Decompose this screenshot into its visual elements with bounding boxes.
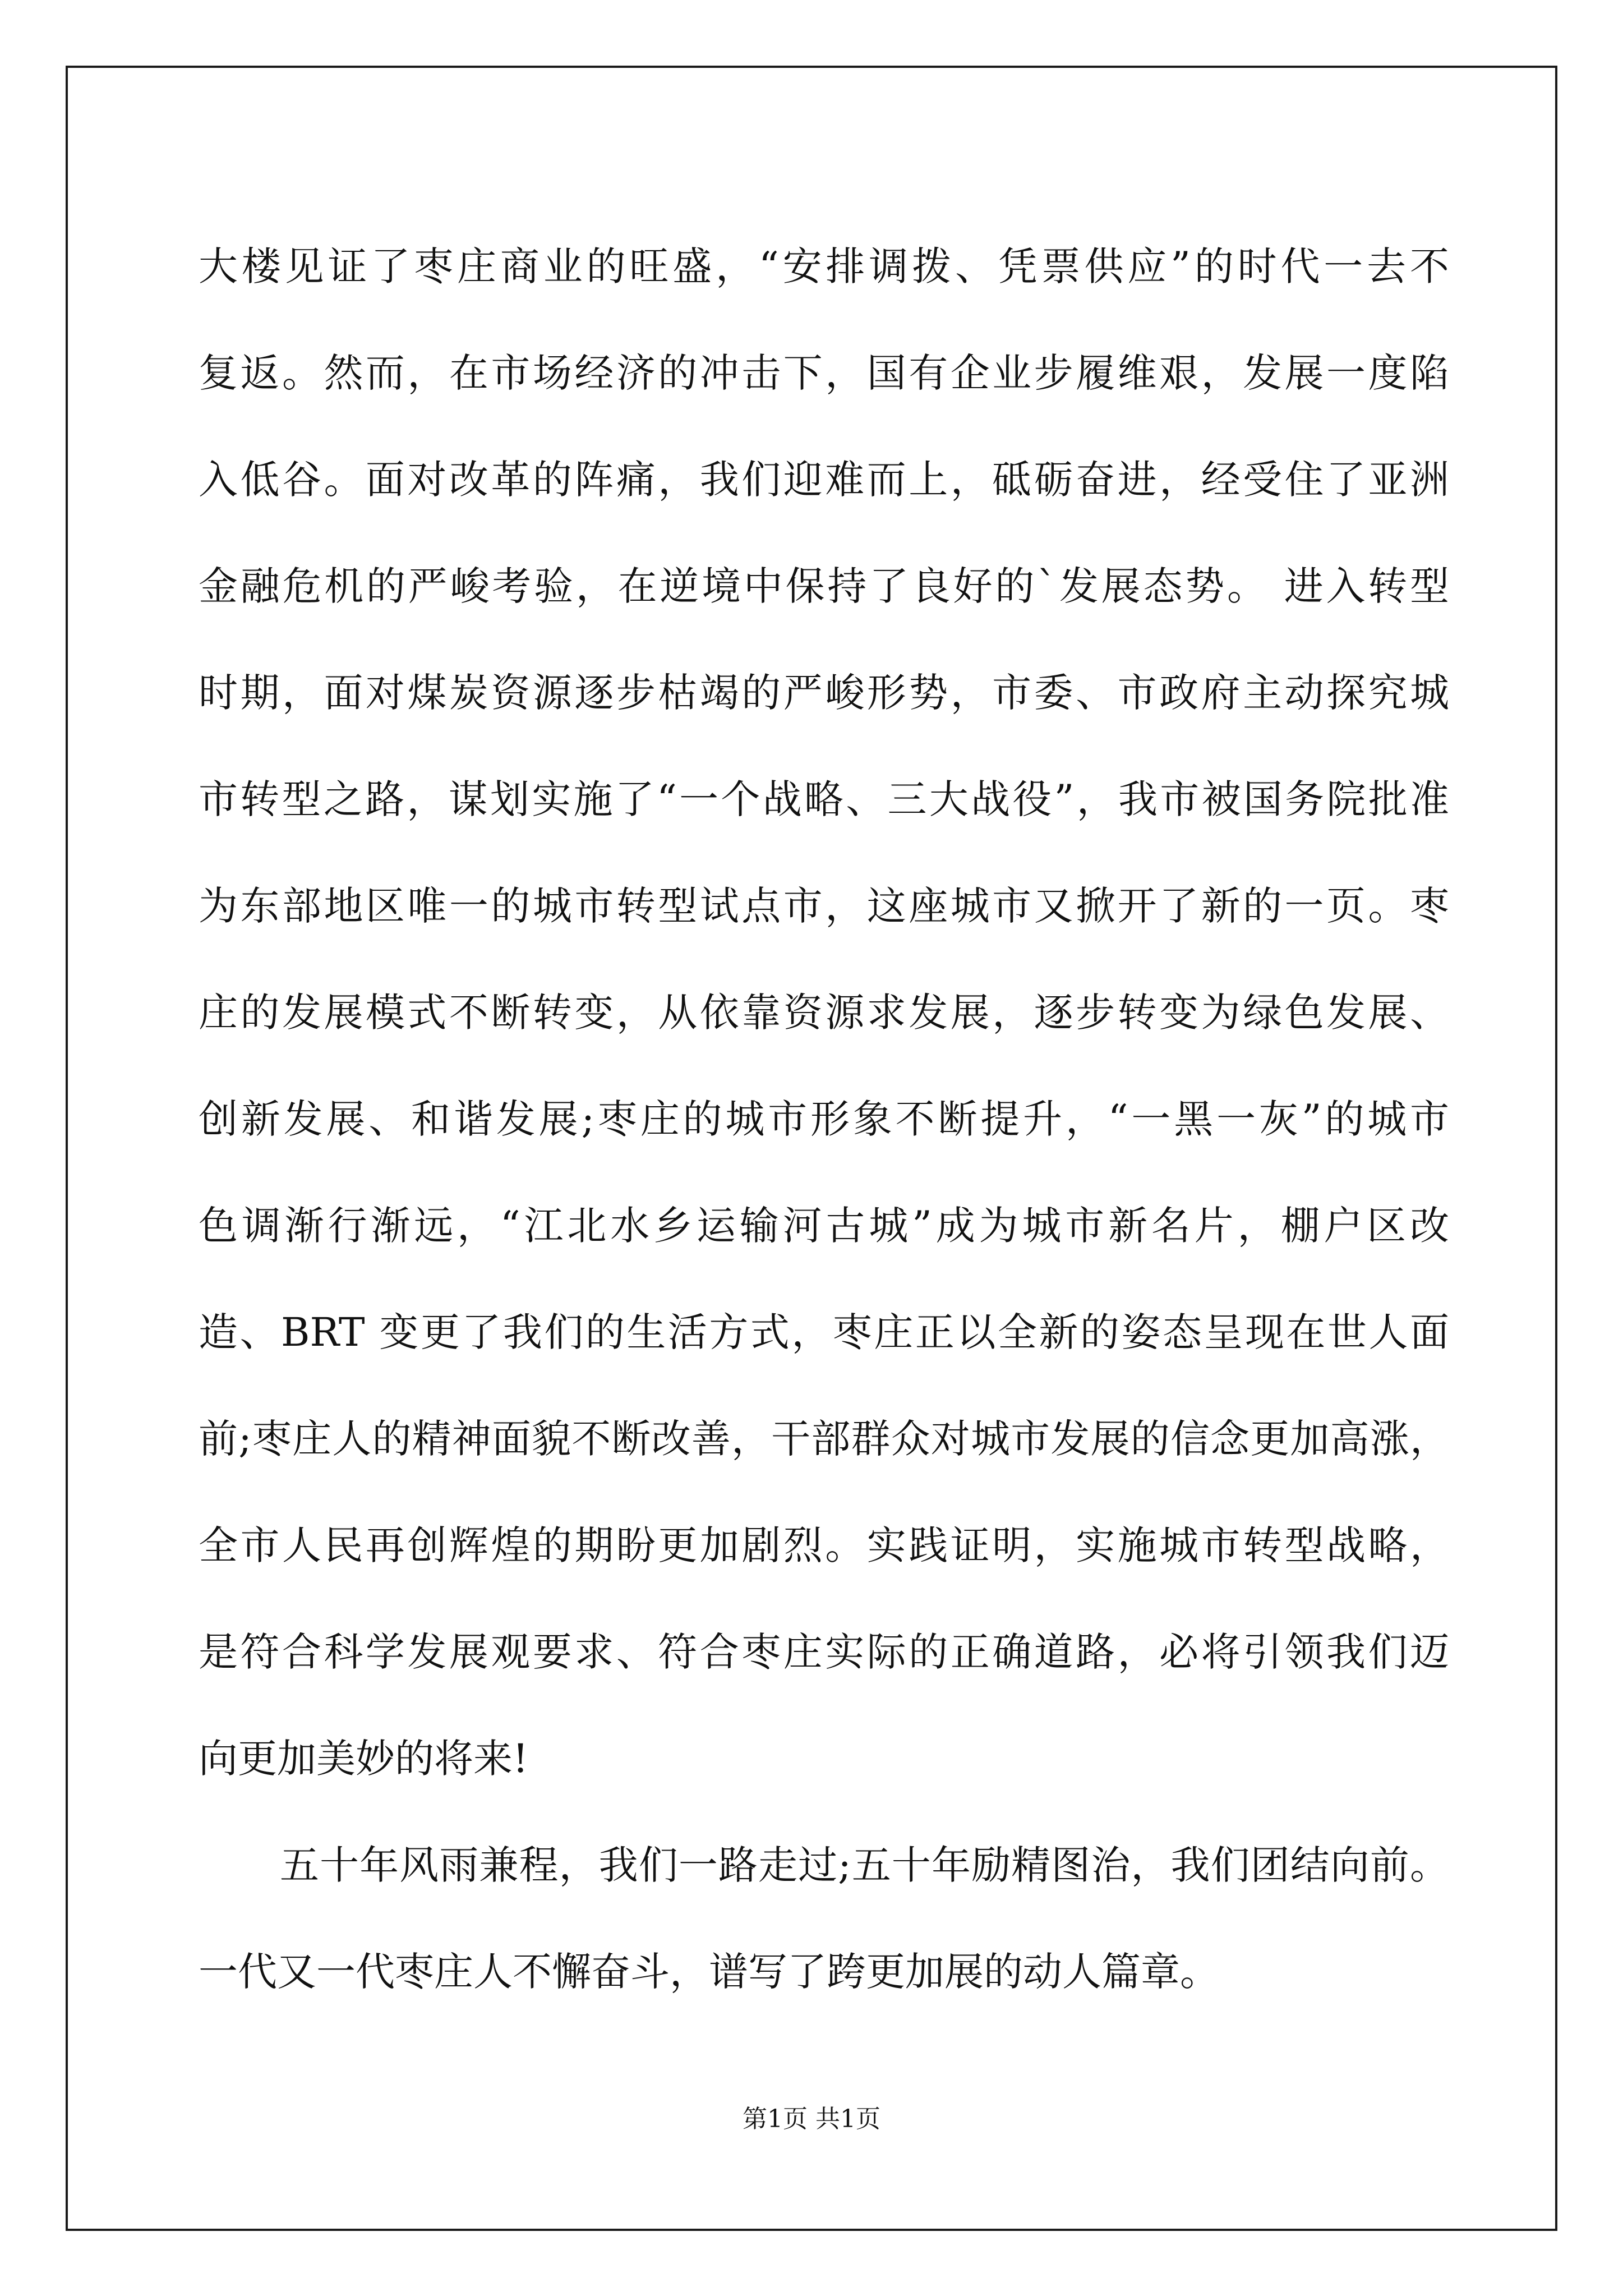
text-line: 向更加美妙的将来! bbox=[199, 1736, 529, 1782]
paragraph-2 bbox=[199, 1812, 1449, 2025]
page-number: 第1页 共1页 bbox=[743, 2105, 880, 2133]
text-line: 为东部地区唯一的城市转型试点市，这座城市又掀开了新的一页。枣 bbox=[199, 883, 1449, 929]
text-line: 前;枣庄人的精神面貌不断改善，干部群众对城市发展的信念更加高涨， bbox=[199, 1416, 1449, 1462]
text-line: 金融危机的严峻考验，在逆境中保持了良好的`发展态势。 进入转型 bbox=[199, 563, 1449, 609]
text-line: 一代又一代枣庄人不懈奋斗，谱写了跨更加展的动人篇章。 bbox=[199, 1949, 1219, 1995]
text-line: 庄的发展模式不断转变，从依靠资源求发展，逐步转变为绿色发展、 bbox=[199, 990, 1449, 1036]
paragraph-1 bbox=[199, 213, 1449, 1812]
text-line: 五十年风雨兼程，我们一路走过;五十年励精图治，我们团结向前。 bbox=[280, 1842, 1449, 1888]
text-line: 市转型之路，谋划实施了“一个战略、三大战役”，我市被国务院批准 bbox=[199, 776, 1449, 822]
text-line: 时期，面对煤炭资源逐步枯竭的严峻形势，市委、市政府主动探究城 bbox=[199, 670, 1449, 716]
text-line: 大楼见证了枣庄商业的旺盛，“安排调拨、凭票供应”的时代一去不 bbox=[199, 243, 1449, 289]
text-line: 色调渐行渐远，“江北水乡运输河古城”成为城市新名片，棚户区改 bbox=[199, 1203, 1449, 1249]
text-line: 入低谷。面对改革的阵痛，我们迎难而上，砥砺奋进，经受住了亚洲 bbox=[199, 457, 1449, 503]
text-line: 创新发展、和谐发展;枣庄的城市形象不断提升，“一黑一灰”的城市 bbox=[199, 1096, 1449, 1142]
document-body bbox=[199, 213, 1449, 2025]
text-line: 复返。然而，在市场经济的冲击下，国有企业步履维艰，发展一度陷 bbox=[199, 350, 1449, 396]
text-line: 全市人民再创辉煌的期盼更加剧烈。实践证明，实施城市转型战略， bbox=[199, 1522, 1449, 1568]
text-line: 是符合科学发展观要求、符合枣庄实际的正确道路，必将引领我们迈 bbox=[199, 1629, 1449, 1675]
text-line: 造、BRT 变更了我们的生活方式，枣庄正以全新的姿态呈现在世人面 bbox=[199, 1309, 1449, 1355]
